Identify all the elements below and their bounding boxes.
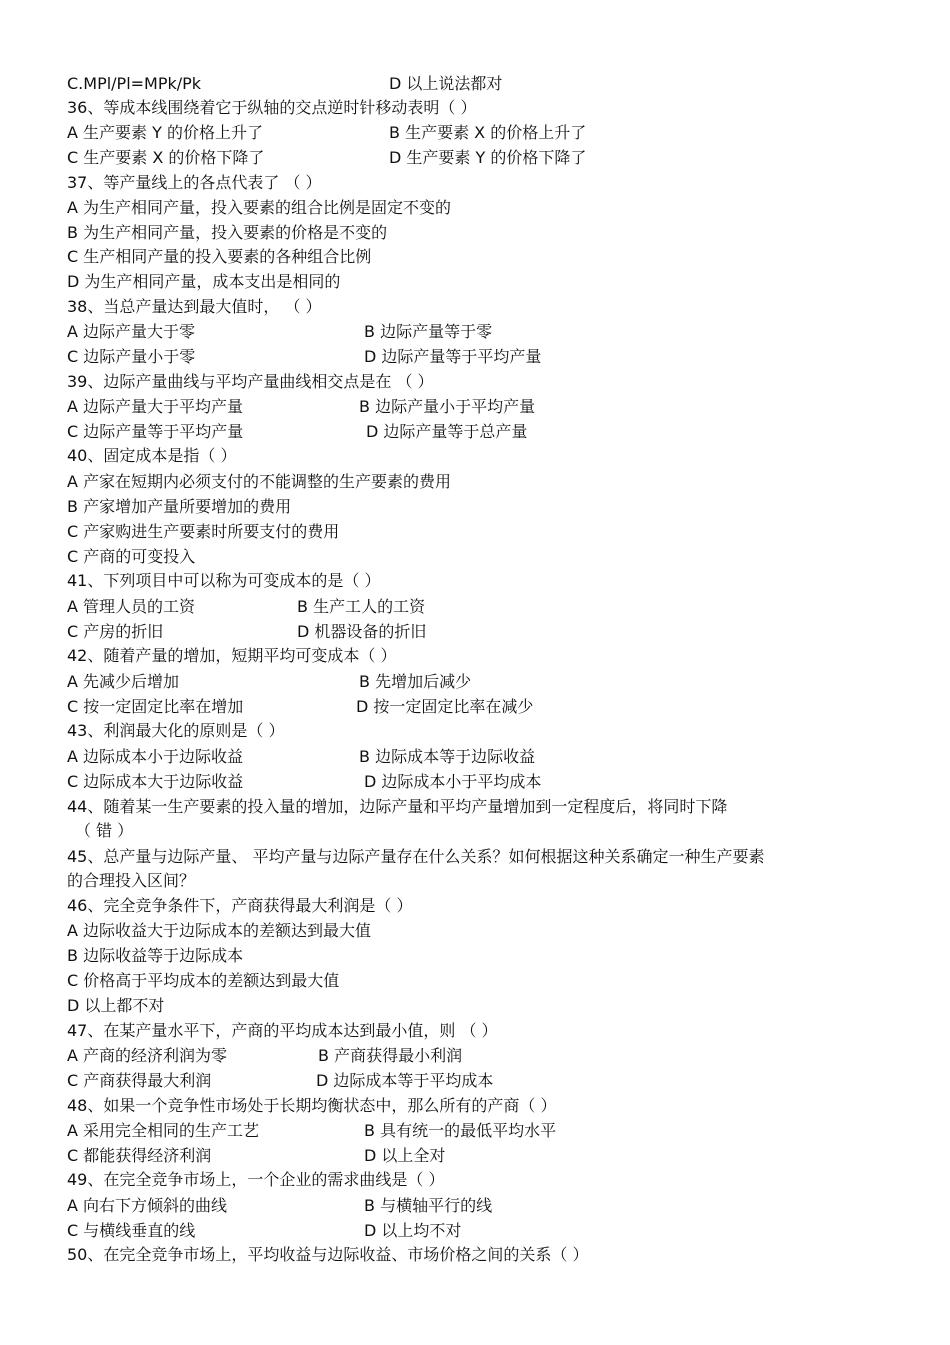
- option-d: D 以上均不对: [364, 1221, 462, 1240]
- option-c: C 生产要素 X 的价格下降了: [67, 148, 265, 167]
- option-a: A 产商的经济利润为零: [67, 1046, 228, 1065]
- question-stem: 43、利润最大化的原则是（ ）: [67, 721, 285, 740]
- option-b: B 产家增加产量所要增加的费用: [67, 497, 292, 516]
- option-b: B 生产工人的工资: [297, 597, 426, 616]
- option-d: D 边际产量等于平均产量: [364, 347, 542, 366]
- option-a: A 向右下方倾斜的曲线: [67, 1196, 228, 1215]
- question-stem: 45、总产量与边际产量、 平均产量与边际产量存在什么关系？如何根据这种关系确定一种生产要素: [67, 847, 765, 866]
- text-line: D 以上说法都对: [389, 74, 503, 93]
- option-a: A 先减少后增加: [67, 672, 180, 691]
- option-a: A 生产要素 Y 的价格上升了: [67, 123, 263, 142]
- question-stem: 49、在完全竞争市场上，一个企业的需求曲线是（ ）: [67, 1170, 445, 1189]
- question-stem: 41、下列项目中可以称为可变成本的是（ ）: [67, 571, 381, 590]
- option-a: A 边际成本小于边际收益: [67, 747, 244, 766]
- option-c: C 产房的折旧: [67, 622, 164, 641]
- option-d: D 边际成本小于平均成本: [364, 772, 542, 791]
- option-d: D 以上全对: [364, 1146, 446, 1165]
- option-b: B 边际成本等于边际收益: [359, 747, 536, 766]
- question-stem: 48、如果一个竞争性市场处于长期均衡状态中，那么所有的产商（ ）: [67, 1096, 557, 1115]
- question-stem: 44、随着某一生产要素的投入量的增加，边际产量和平均产量增加到一定程度后，将同时下降: [67, 797, 728, 816]
- option-d: D 边际成本等于平均成本: [316, 1071, 494, 1090]
- option-a: A 为生产相同产量，投入要素的组合比例是固定不变的: [67, 198, 452, 217]
- option-b: B 产商获得最小利润: [318, 1046, 463, 1065]
- option-d: D 为生产相同产量，成本支出是相同的: [67, 272, 341, 291]
- option-b: B 为生产相同产量，投入要素的价格是不变的: [67, 223, 388, 242]
- option-a: A 边际产量大于平均产量: [67, 397, 244, 416]
- option-c: C 边际产量小于零: [67, 347, 196, 366]
- question-stem: 47、在某产量水平下，产商的平均成本达到最小值，则 （ ）: [67, 1021, 498, 1040]
- option-a: A 产家在短期内必须支付的不能调整的生产要素的费用: [67, 472, 452, 491]
- option-c: C 与横线垂直的线: [67, 1221, 196, 1240]
- option-d: D 按一定固定比率在减少: [356, 697, 534, 716]
- question-stem: 46、完全竞争条件下，产商获得最大利润是（ ）: [67, 896, 413, 915]
- question-stem: 38、当总产量达到最大值时， （ ）: [67, 297, 322, 316]
- question-stem: 40、固定成本是指（ ）: [67, 446, 237, 465]
- option-b: B 具有统一的最低平均水平: [364, 1121, 557, 1140]
- option-a: A 边际收益大于边际成本的差额达到最大值: [67, 921, 372, 940]
- option-c: C 边际产量等于平均产量: [67, 422, 244, 441]
- option-c: C 边际成本大于边际收益: [67, 772, 244, 791]
- option-b: B 边际产量小于平均产量: [359, 397, 536, 416]
- option-c: C 产商的可变投入: [67, 547, 196, 566]
- question-stem-continued: 的合理投入区间？: [67, 871, 196, 890]
- option-d: D 生产要素 Y 的价格下降了: [389, 148, 587, 167]
- option-d: D 以上都不对: [67, 996, 165, 1015]
- question-stem: 39、边际产量曲线与平均产量曲线相交点是在 （ ）: [67, 372, 434, 391]
- question-stem: 36、等成本线围绕着它于纵轴的交点逆时针移动表明（ ）: [67, 98, 477, 117]
- option-d: D 边际产量等于总产量: [366, 422, 528, 441]
- option-c: C 按一定固定比率在增加: [67, 697, 244, 716]
- question-stem: 42、随着产量的增加，短期平均可变成本（ ）: [67, 646, 397, 665]
- question-stem: 37、等产量线上的各点代表了 （ ）: [67, 173, 322, 192]
- option-c: C 产家购进生产要素时所要支付的费用: [67, 522, 340, 541]
- option-a: A 采用完全相同的生产工艺: [67, 1121, 260, 1140]
- option-b: B 边际收益等于边际成本: [67, 946, 244, 965]
- text-line: C.MPl/Pl=MPk/Pk: [67, 74, 202, 93]
- option-b: B 边际产量等于零: [364, 322, 493, 341]
- option-c: C 都能获得经济利润: [67, 1146, 212, 1165]
- option-a: A 边际产量大于零: [67, 322, 196, 341]
- option-b: B 与横轴平行的线: [364, 1196, 493, 1215]
- option-c: C 产商获得最大利润: [67, 1071, 212, 1090]
- option-b: B 先增加后减少: [359, 672, 472, 691]
- answer-line: （ 错 ）: [75, 821, 134, 840]
- option-c: C 生产相同产量的投入要素的各种组合比例: [67, 247, 372, 266]
- option-a: A 管理人员的工资: [67, 597, 196, 616]
- question-stem: 50、在完全竞争市场上，平均收益与边际收益、市场价格之间的关系（ ）: [67, 1245, 589, 1264]
- option-d: D 机器设备的折旧: [297, 622, 427, 641]
- option-b: B 生产要素 X 的价格上升了: [389, 123, 587, 142]
- option-c: C 价格高于平均成本的差额达到最大值: [67, 971, 340, 990]
